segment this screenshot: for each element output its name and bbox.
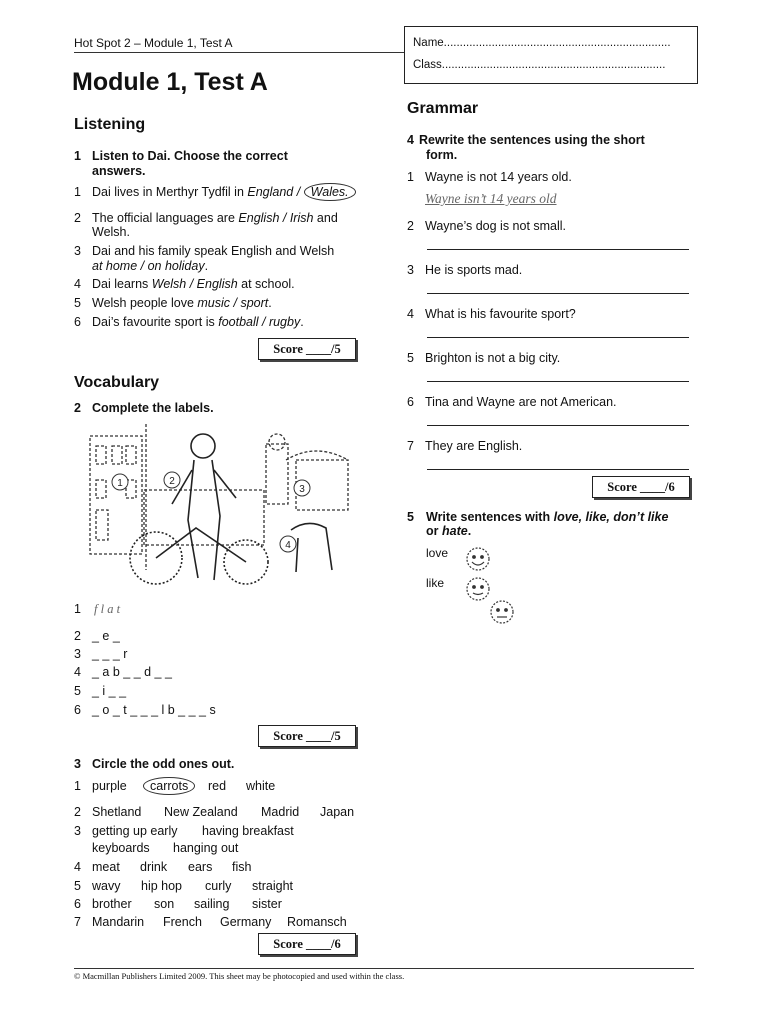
- callout-2: 2: [169, 476, 175, 487]
- grammar-heading: Grammar: [407, 100, 479, 117]
- odd-one-out-question-number: 3: [74, 757, 81, 771]
- name-field[interactable]: Name.......................................................................: [413, 37, 671, 49]
- header-rule-2: [368, 52, 404, 53]
- listening-question-number: 1: [74, 149, 81, 163]
- odd-one-out-score-box: Score ____/6: [258, 933, 356, 955]
- grammar-score-box: Score ____/6: [592, 476, 690, 498]
- grammar-item: 1 Wayne is not 14 years old. Wayne isn’t 14 years old: [407, 170, 572, 206]
- grammar-question-number: 4: [407, 133, 414, 147]
- listening-heading: Listening: [74, 116, 146, 133]
- page-title: Module 1, Test A: [72, 68, 268, 96]
- grammar-item: 4 What is his favourite sport?: [407, 307, 697, 343]
- listening-question-line2: answers.: [92, 164, 146, 178]
- listening-question: Listen to Dai. Choose the correct: [92, 149, 288, 163]
- answer-line[interactable]: [427, 381, 689, 382]
- grammar-item: 3 He is sports mad.: [407, 263, 697, 299]
- callout-3: 3: [299, 484, 305, 495]
- copyright-footer: © Macmillan Publishers Limited 2009. This sheet may be photocopied and used within the class.: [74, 971, 405, 981]
- circled-answer[interactable]: Wales.: [304, 183, 356, 201]
- face-icons: [462, 542, 524, 630]
- grammar-item: 5 Brighton is not a big city.: [407, 351, 697, 387]
- vocabulary-question-number: 2: [74, 401, 81, 415]
- write-question-number: 5: [407, 510, 414, 524]
- answer-line[interactable]: [427, 337, 689, 338]
- grammar-question: Rewrite the sentences using the short: [419, 133, 645, 147]
- dont-like-face-icon: [491, 601, 513, 623]
- odd-one-out-question: Circle the odd ones out.: [92, 757, 235, 771]
- answer-line[interactable]: [427, 249, 689, 250]
- answer-line[interactable]: [427, 425, 689, 426]
- vocabulary-question: Complete the labels.: [92, 401, 214, 415]
- grammar-item: 7 They are English.: [407, 439, 697, 475]
- answer-line[interactable]: [427, 469, 689, 470]
- vocabulary-score-box: Score ____/5: [258, 725, 356, 747]
- like-face-icon: [467, 578, 489, 600]
- write-question-line2: or hate.: [426, 524, 472, 538]
- class-field[interactable]: Class......................................................................: [413, 59, 666, 71]
- grammar-item: 2 Wayne’s dog is not small.: [407, 219, 697, 255]
- footer-rule: [74, 968, 694, 969]
- callout-4: 4: [285, 540, 291, 551]
- listening-score-box: Score ____/5: [258, 338, 356, 360]
- grammar-question-line2: form.: [426, 148, 458, 162]
- name-class-box: [404, 26, 698, 84]
- like-label: like: [426, 576, 445, 590]
- vocabulary-heading: Vocabulary: [74, 374, 160, 391]
- example-answer: Wayne isn’t 14 years old: [425, 191, 557, 206]
- love-label: love: [426, 546, 449, 560]
- grammar-item: 6 Tina and Wayne are not American.: [407, 395, 697, 431]
- love-face-icon: [467, 548, 489, 570]
- callout-1: 1: [117, 478, 123, 489]
- write-question: Write sentences with love, like, don’t like: [426, 510, 669, 524]
- street-scene-illustration: [86, 420, 356, 595]
- circled-answer[interactable]: carrots: [143, 777, 195, 795]
- series-header: Hot Spot 2 – Module 1, Test A: [74, 36, 233, 50]
- header-rule: [74, 52, 368, 53]
- answer-line[interactable]: [427, 293, 689, 294]
